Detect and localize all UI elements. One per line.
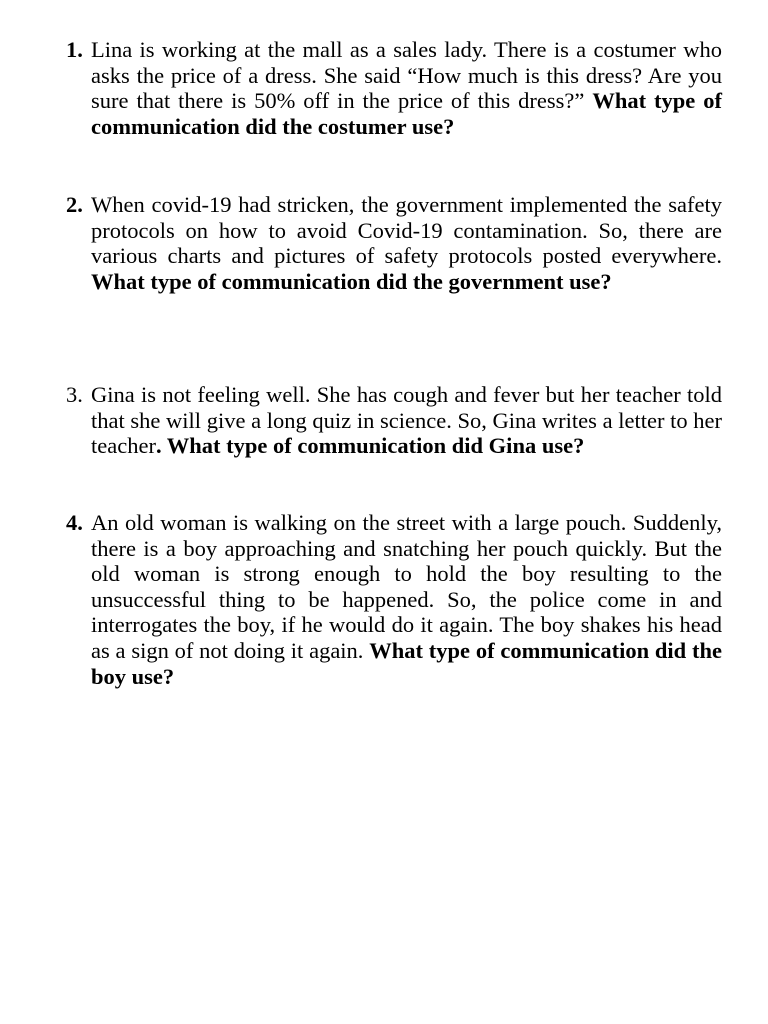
- question-body: [91, 192, 722, 294]
- question-prompt: What type of communication did the government use?: [91, 268, 612, 294]
- question-item-1: [66, 37, 722, 139]
- scenario-text: Gina is not feeling well. She has cough and fever but her teacher told that she will give a long quiz in science. So, Gina writes a letter to her teacher: [91, 382, 722, 459]
- question-prompt: . What type of communication did Gina use?: [155, 433, 585, 459]
- question-number: 1.: [66, 37, 83, 62]
- question-number: 4.: [66, 510, 83, 535]
- question-body: [91, 37, 722, 139]
- question-number: 2.: [66, 192, 83, 217]
- question-number: 3.: [66, 382, 83, 407]
- scenario-text: An old woman is walking on the street with a large pouch. Suddenly, there is a boy approaching and snatching her pouch quickly. But the old woman is strong enough to hold the boy resulting to the unsuccessful thing to be happened. So, the police come in and interrogates the boy, if he would do it again. The boy shakes his head as a sign of not doing it again.: [91, 510, 722, 663]
- scenario-text: Lina is working at the mall as a sales lady. There is a costumer who asks the price of a dress. She said “How much is this dress? Are you sure that there is 50% off in the price of this dress?”: [91, 37, 722, 114]
- question-body: [91, 510, 722, 689]
- question-prompt: What type of communication did the costumer use?: [91, 88, 722, 139]
- question-item-3: [66, 382, 722, 459]
- question-prompt: What type of communication did the boy use?: [91, 637, 722, 689]
- scenario-text: When covid-19 had stricken, the government implemented the safety protocols on how to avoid Covid-19 contamination. So, there are various charts and pictures of safety protocols posted everywhere.: [91, 192, 722, 269]
- question-body: [91, 382, 722, 459]
- question-item-4: [66, 510, 722, 689]
- question-item-2: [66, 192, 722, 294]
